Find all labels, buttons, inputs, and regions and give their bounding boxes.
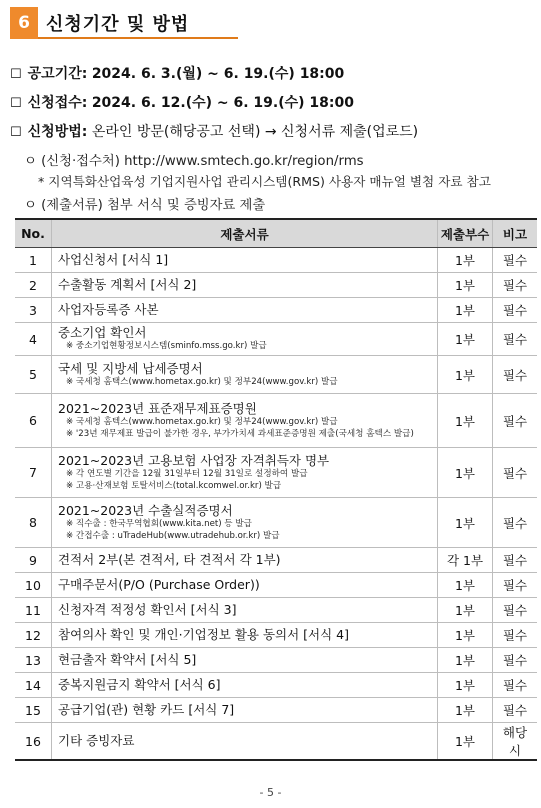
row-note: 필수 — [493, 356, 538, 394]
row-note: 필수 — [493, 623, 538, 648]
row-title: 공급기업(관) 현황 카드 [서식 7] — [58, 702, 235, 717]
row-qty: 1부 — [438, 248, 493, 273]
row-title: 사업신청서 [서식 1] — [58, 252, 169, 267]
row-doc — [52, 394, 438, 448]
row-qty: 1부 — [438, 394, 493, 448]
row-qty: 1부 — [438, 573, 493, 598]
row-no: 13 — [15, 648, 52, 673]
row-note: 필수 — [493, 394, 538, 448]
row-qty: 1부 — [438, 723, 493, 761]
row-title: 구매주문서(P/O (Purchase Order)) — [58, 577, 260, 592]
row-title: 사업자등록증 사본 — [58, 302, 159, 317]
row-doc — [52, 648, 438, 673]
table-row — [15, 498, 537, 548]
row-qty: 1부 — [438, 698, 493, 723]
row-note: 필수 — [493, 698, 538, 723]
row-subnote: ※ 각 연도별 기간을 12월 31일부터 12월 31일로 설정하여 발급 — [66, 469, 308, 479]
row-qty: 1부 — [438, 673, 493, 698]
row-doc — [52, 573, 438, 598]
table-row — [15, 723, 537, 761]
table-row — [15, 573, 537, 598]
row-no: 15 — [15, 698, 52, 723]
square-bullet-icon: ☐ — [10, 67, 22, 82]
row-note: 해당 시 — [493, 723, 538, 761]
row-title: 참여의사 확인 및 개인·기업정보 활용 동의서 [서식 4] — [58, 627, 349, 642]
table-row — [15, 394, 537, 448]
section-title: 신청기간 및 방법 — [46, 14, 190, 35]
section-header — [10, 6, 246, 40]
square-bullet-icon: ☐ — [10, 125, 22, 140]
row-title: 2021~2023년 표준재무제표증명원 — [58, 401, 257, 416]
row-no: 5 — [15, 356, 52, 394]
row-note: 필수 — [493, 548, 538, 573]
row-doc — [52, 498, 438, 548]
table-row — [15, 673, 537, 698]
table-row — [15, 298, 537, 323]
row-title: 견적서 2부(본 견적서, 타 견적서 각 1부) — [58, 552, 281, 567]
row-note: 필수 — [493, 598, 538, 623]
row-no: 6 — [15, 394, 52, 448]
row-subnote: ※ 간접수출 : uTradeHub(www.utradehub.or.kr) 발급 — [66, 530, 280, 541]
header-no: No. — [15, 219, 52, 248]
page-number: - 5 - — [259, 786, 282, 799]
method-label: 신청방법: — [27, 124, 88, 140]
row-qty: 1부 — [438, 356, 493, 394]
notice-label: 공고기간: — [27, 66, 88, 82]
submission-site: ㅇ (신청·접수처) http://www.smtech.go.kr/region/rms — [24, 154, 364, 169]
square-bullet-icon: ☐ — [10, 96, 22, 111]
row-note: 필수 — [493, 298, 538, 323]
table-row — [15, 623, 537, 648]
header-note: 비고 — [493, 219, 538, 248]
row-subnote: ※ 국세청 홈텍스(www.hometax.go.kr) 및 정부24(www.gov.kr) 발급 — [66, 417, 338, 427]
row-doc — [52, 623, 438, 648]
section-underline — [38, 37, 238, 39]
row-title: 중소기업 확인서 — [58, 325, 147, 341]
row-doc — [52, 723, 438, 761]
row-no: 2 — [15, 273, 52, 298]
header-qty: 제출부수 — [438, 219, 493, 248]
row-no: 16 — [15, 723, 52, 761]
bullet-notice-period — [10, 63, 344, 83]
header-doc: 제출서류 — [52, 219, 438, 248]
documents-table — [15, 218, 537, 761]
row-title: 중복지원금지 확약서 [서식 6] — [58, 677, 221, 692]
row-subnote: ※ 국세청 홈택스(www.hometax.go.kr) 및 정부24(www.gov.kr) 발급 — [66, 376, 338, 387]
row-qty: 1부 — [438, 323, 493, 356]
row-qty: 1부 — [438, 623, 493, 648]
row-no: 14 — [15, 673, 52, 698]
table-row — [15, 356, 537, 394]
table-row — [15, 598, 537, 623]
row-qty: 1부 — [438, 598, 493, 623]
row-doc — [52, 323, 438, 356]
row-no: 9 — [15, 548, 52, 573]
row-qty: 1부 — [438, 448, 493, 498]
row-no: 3 — [15, 298, 52, 323]
row-no: 1 — [15, 248, 52, 273]
row-no: 7 — [15, 448, 52, 498]
table-header-row — [15, 219, 537, 248]
row-title: 2021~2023년 고용보험 사업장 자격취득자 명부 — [58, 453, 330, 468]
row-doc — [52, 248, 438, 273]
row-qty: 1부 — [438, 498, 493, 548]
row-note: 필수 — [493, 273, 538, 298]
table-row — [15, 323, 537, 356]
row-doc — [52, 598, 438, 623]
submission-docs: ㅇ (제출서류) 첨부 서식 및 증빙자료 제출 — [24, 198, 266, 213]
row-no: 11 — [15, 598, 52, 623]
section-title-wrap — [46, 7, 246, 39]
row-title: 현금출자 확약서 [서식 5] — [58, 652, 197, 667]
table-row — [15, 548, 537, 573]
section-number: 6 — [10, 7, 38, 39]
row-note: 필수 — [493, 498, 538, 548]
row-title: 신청자격 적정성 확인서 [서식 3] — [58, 602, 237, 617]
row-qty: 1부 — [438, 273, 493, 298]
manual-note: * 지역특화산업육성 기업지원사업 관리시스템(RMS) 사용자 매뉴얼 별첨 자료 참고 — [38, 174, 491, 189]
row-subnote: ※ 고용·산재보험 토탈서비스(total.kcomwel.or.kr) 발급 — [66, 480, 282, 491]
table-row — [15, 448, 537, 498]
method-value: 온라인 방문(해당공고 선택) → 신청서류 제출(업로드) — [91, 124, 419, 140]
receipt-label: 신청접수: — [27, 95, 88, 111]
table-row — [15, 273, 537, 298]
row-subnote: ※ 중소기업현황정보시스템(sminfo.mss.go.kr) 발급 — [66, 341, 267, 352]
row-title: 2021~2023년 수출실적증명서 — [58, 503, 233, 518]
bullet-application-method — [10, 121, 418, 141]
table-row — [15, 648, 537, 673]
row-qty: 각 1부 — [438, 548, 493, 573]
row-doc — [52, 548, 438, 573]
row-no: 8 — [15, 498, 52, 548]
row-note: 필수 — [493, 323, 538, 356]
row-doc — [52, 698, 438, 723]
row-no: 4 — [15, 323, 52, 356]
receipt-value: 2024. 6. 12.(수) ~ 6. 19.(수) 18:00 — [91, 95, 354, 111]
row-qty: 1부 — [438, 298, 493, 323]
row-doc — [52, 273, 438, 298]
row-no: 10 — [15, 573, 52, 598]
row-title: 기타 증빙자료 — [58, 733, 135, 748]
row-doc — [52, 673, 438, 698]
table-row — [15, 698, 537, 723]
row-subnote: ※ 직수출 : 한국무역협회(www.kita.net) 등 발급 — [66, 519, 252, 529]
row-title: 수출활동 계획서 [서식 2] — [58, 277, 197, 292]
row-subnote: ※ '23년 재무제표 발급이 불가한 경우, 부가가치세 과세표준증명원 제출(국세청 홈텍스 발급) — [66, 428, 414, 439]
row-note: 필수 — [493, 673, 538, 698]
row-doc — [52, 448, 438, 498]
table-row — [15, 248, 537, 273]
row-qty: 1부 — [438, 648, 493, 673]
row-title: 국세 및 지방세 납세증명서 — [58, 360, 203, 376]
bullet-receipt-period — [10, 92, 354, 112]
row-note: 필수 — [493, 248, 538, 273]
row-doc — [52, 356, 438, 394]
row-note: 필수 — [493, 448, 538, 498]
notice-value: 2024. 6. 3.(월) ~ 6. 19.(수) 18:00 — [91, 66, 345, 82]
row-note: 필수 — [493, 648, 538, 673]
row-note: 필수 — [493, 573, 538, 598]
row-doc — [52, 298, 438, 323]
row-no: 12 — [15, 623, 52, 648]
